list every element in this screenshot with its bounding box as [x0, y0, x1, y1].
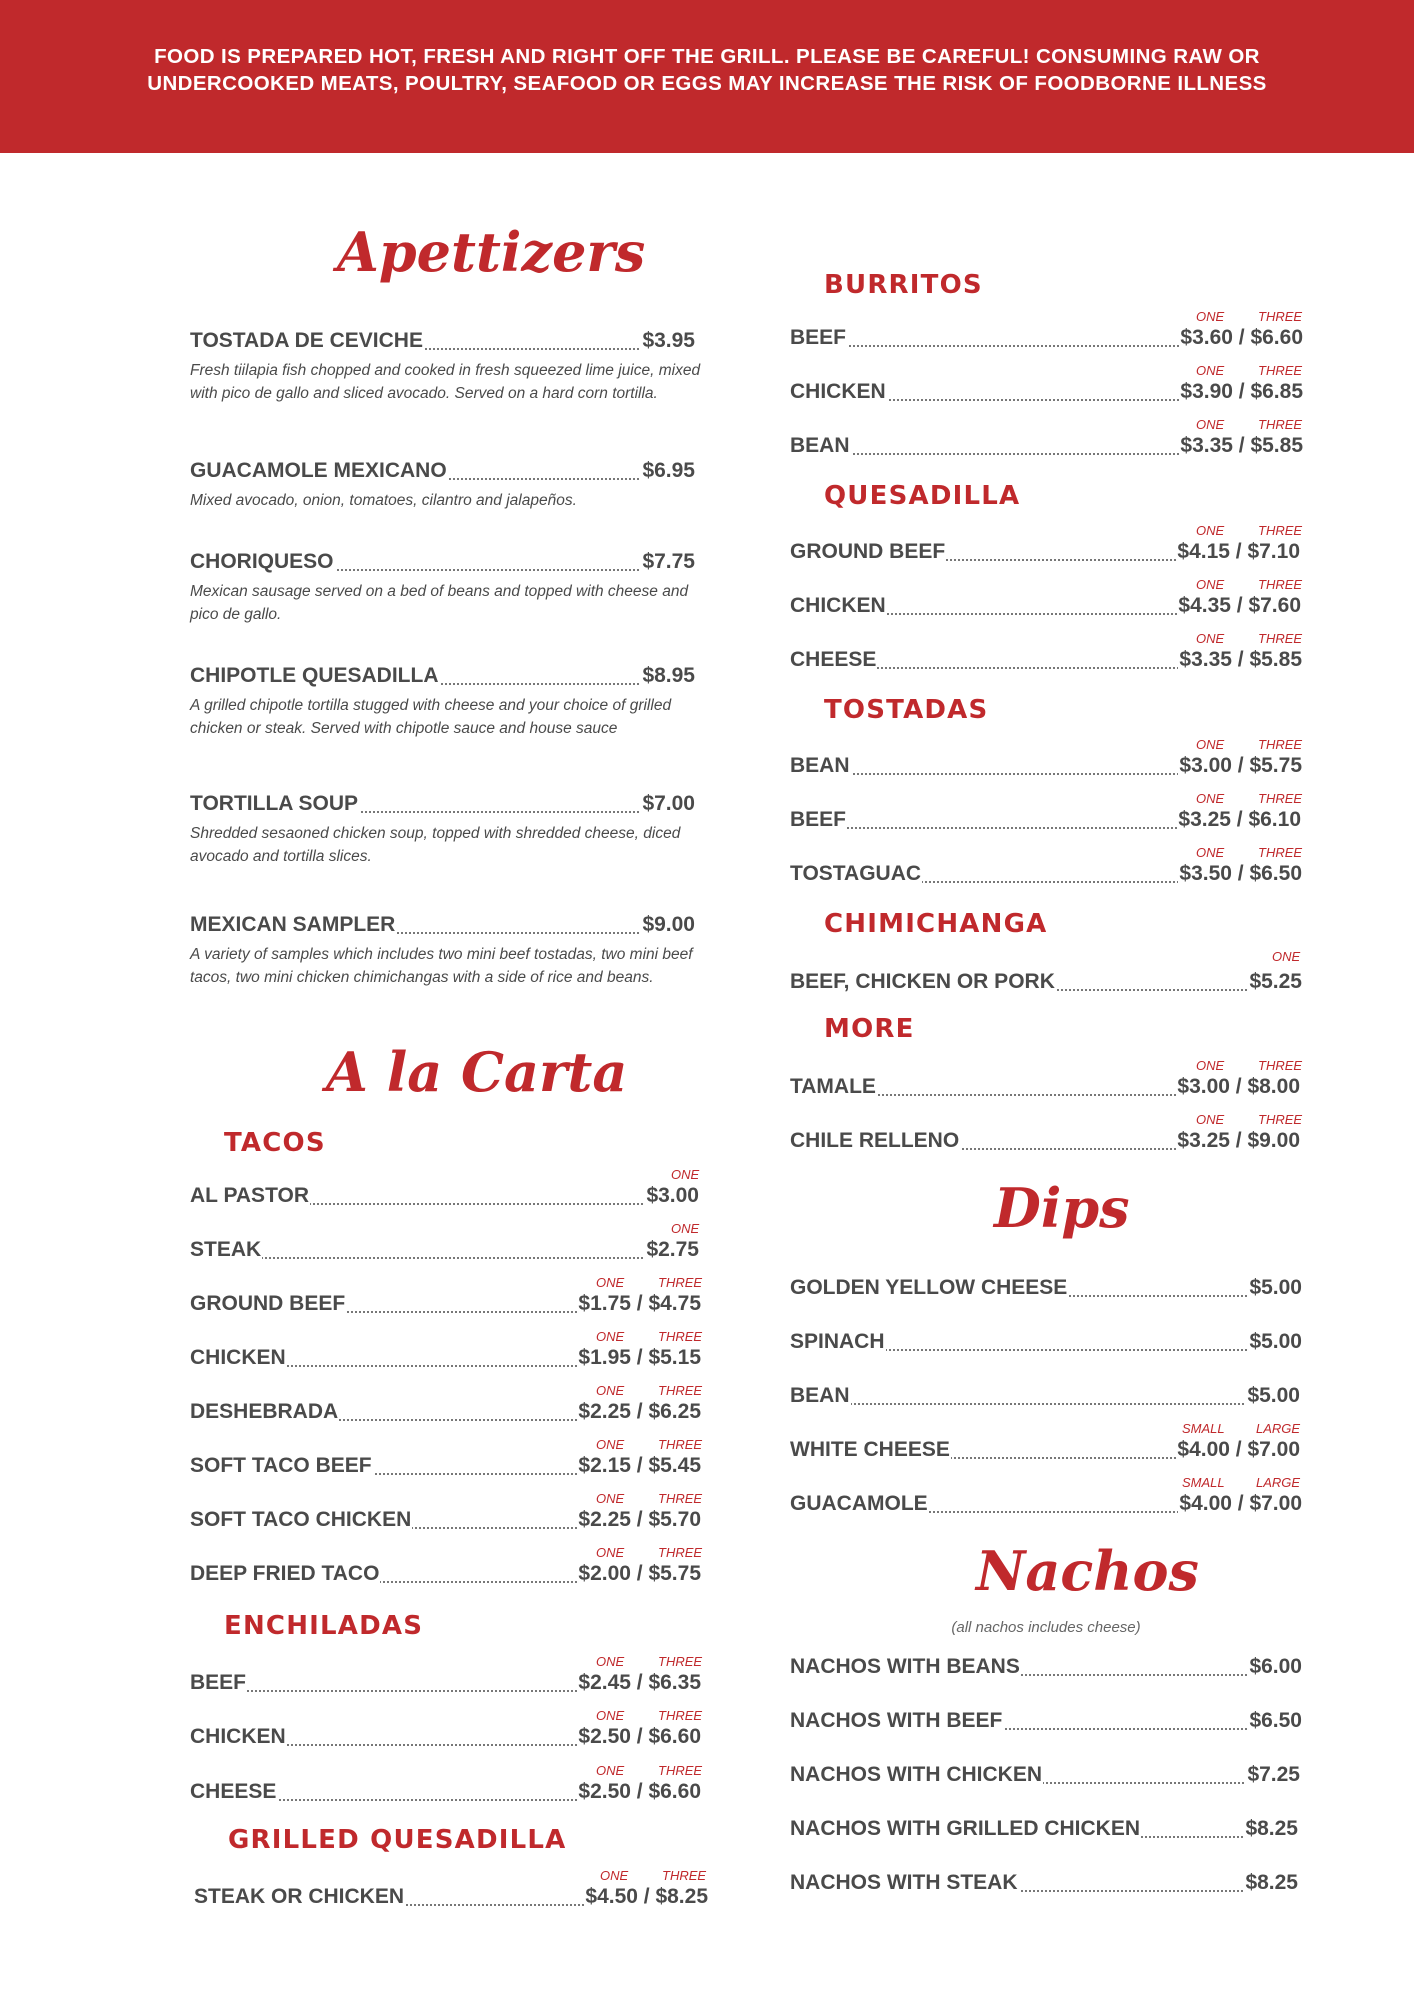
menu-item-guacamole-dip [790, 1485, 1302, 1517]
grilled-quesadilla-heading: GRILLED QUESADILLA [228, 1825, 567, 1855]
tacos-heading: TACOS [224, 1128, 326, 1158]
item-price: $7.25 [1247, 1763, 1300, 1786]
menu-item-steak-or-chicken [194, 1878, 708, 1910]
menu-item-enchilada-beef [190, 1664, 701, 1696]
item-name: NACHOS WITH BEEF [790, 1709, 1003, 1732]
menu-item-ground-beef [190, 1285, 701, 1317]
size-label-one: ONE [596, 1545, 625, 1560]
size-label-three: THREE [1258, 417, 1303, 432]
size-label-three: THREE [1258, 1058, 1303, 1073]
menu-item-soft-taco-chicken [190, 1501, 701, 1533]
item-name: DEEP FRIED TACO [190, 1562, 380, 1585]
enchiladas-heading: ENCHILADAS [224, 1611, 424, 1641]
menu-item-soft-taco-beef [190, 1447, 701, 1479]
size-label-one: ONE [600, 1868, 629, 1883]
item-price: $2.50 / $6.60 [578, 1725, 701, 1748]
size-label-large: LARGE [1256, 1421, 1301, 1436]
size-label-one: ONE [1196, 309, 1225, 324]
size-label-three: THREE [658, 1545, 703, 1560]
warning-banner [0, 0, 1414, 153]
item-price: $2.15 / $5.45 [578, 1454, 701, 1477]
menu-item-burrito-chicken [790, 373, 1303, 405]
leader-dots [190, 1257, 699, 1259]
size-label-three: THREE [1258, 631, 1303, 646]
menu-item-deep-fried-taco [190, 1555, 701, 1587]
menu-item-chipotle-quesadilla [190, 657, 695, 689]
item-name: TAMALE [790, 1075, 876, 1098]
size-label-one: ONE [596, 1654, 625, 1669]
item-price: $8.95 [642, 664, 695, 687]
item-price: $8.25 [1245, 1817, 1298, 1840]
warning-line-2: UNDERCOOKED MEATS, POULTRY, SEAFOOD OR EGGS MAY INCREASE THE RISK OF FOODBORNE ILLNESS [147, 72, 1267, 95]
item-price: $3.00 [646, 1184, 699, 1207]
size-label-one: ONE [1196, 1112, 1225, 1127]
size-label-one: ONE [1196, 417, 1225, 432]
item-price: $3.35 / $5.85 [1180, 434, 1303, 457]
item-name: STEAK OR CHICKEN [194, 1885, 405, 1908]
size-label-three: THREE [658, 1329, 703, 1344]
tostadas-heading: TOSTADAS [824, 695, 989, 725]
menu-item-nachos-with-grilled-chicken [790, 1810, 1298, 1842]
size-label-one: ONE [1196, 523, 1225, 538]
size-label-three: THREE [658, 1491, 703, 1506]
size-label-three: THREE [1258, 523, 1303, 538]
item-name: CHIPOTLE QUESADILLA [190, 664, 439, 687]
size-label-one: ONE [596, 1275, 625, 1290]
item-name: GROUND BEEF [790, 540, 946, 563]
menu-item-burrito-beef [790, 319, 1303, 351]
menu-item-nachos-with-beef [790, 1702, 1302, 1734]
item-name: NACHOS WITH CHICKEN [790, 1763, 1042, 1786]
item-name: DESHEBRADA [190, 1400, 339, 1423]
warning-line-1: FOOD IS PREPARED HOT, FRESH AND RIGHT OFF THE GRILL. PLEASE BE CAREFUL! CONSUMING RAW OR [154, 45, 1260, 68]
menu-item-tortilla-soup [190, 785, 695, 817]
size-label-one: ONE [596, 1329, 625, 1344]
size-label-three: THREE [658, 1708, 703, 1723]
menu-item-enchilada-cheese [190, 1773, 701, 1805]
size-label-large: LARGE [1256, 1475, 1301, 1490]
nachos-note: (all nachos includes cheese) [951, 1619, 1141, 1636]
size-label-one: ONE [1196, 845, 1225, 860]
item-name: GUACAMOLE [790, 1492, 928, 1515]
item-price: $7.75 [642, 550, 695, 573]
size-label-three: THREE [1258, 309, 1303, 324]
item-description: A grilled chipotle tortilla stugged with cheese and your choice of grilled chicken or steak. Served with chipotle sauce and house sauce [190, 697, 672, 737]
menu-item-guacamole-mexicano [190, 452, 695, 484]
item-price: $3.60 / $6.60 [1180, 326, 1303, 349]
menu-item-chicken-taco [190, 1339, 701, 1371]
size-label-three: THREE [1258, 363, 1303, 378]
size-label-small: SMALL [1182, 1475, 1225, 1490]
size-label-one: ONE [1196, 577, 1225, 592]
item-name: GUACAMOLE MEXICANO [190, 459, 447, 482]
menu-item-tamale [790, 1068, 1300, 1100]
menu-item-tostada-bean [790, 747, 1302, 779]
size-label-three: THREE [658, 1437, 703, 1452]
item-description: Shredded sesaoned chicken soup, topped with shredded cheese, diced avocado and tortilla slices. [190, 825, 681, 865]
item-price: $3.90 / $6.85 [1180, 380, 1303, 403]
size-label-one: ONE [1196, 791, 1225, 806]
size-label-three: THREE [1258, 845, 1303, 860]
item-price: $2.25 / $6.25 [578, 1400, 701, 1423]
item-name: SPINACH [790, 1330, 885, 1353]
item-name: TOSTADA DE CEVICHE [190, 329, 423, 352]
item-name: CHICKEN [190, 1346, 286, 1369]
size-label-three: THREE [658, 1763, 703, 1778]
menu-item-tostada-beef [790, 801, 1301, 833]
menu-item-nachos-with-beans [790, 1648, 1302, 1680]
menu-item-steak [190, 1231, 699, 1263]
item-price: $8.25 [1245, 1871, 1298, 1894]
item-name: NACHOS WITH STEAK [790, 1871, 1018, 1894]
size-label-one: ONE [596, 1383, 625, 1398]
item-price: $5.00 [1249, 1276, 1302, 1299]
size-label-one: ONE [671, 1221, 700, 1236]
a-la-carta-title: A la Carta [326, 1040, 628, 1104]
menu-item-dip-bean [790, 1377, 1300, 1409]
item-name: CHILE RELLENO [790, 1129, 960, 1152]
item-name: MEXICAN SAMPLER [190, 913, 396, 936]
item-name: NACHOS WITH BEANS [790, 1655, 1020, 1678]
item-price: $6.00 [1249, 1655, 1302, 1678]
item-price: $5.25 [1249, 970, 1302, 993]
menu-item-burrito-bean [790, 427, 1303, 459]
item-price: $2.50 / $6.60 [578, 1780, 701, 1803]
menu-item-nachos-with-steak [790, 1864, 1298, 1896]
menu-item-tostada-de-ceviche [190, 322, 695, 354]
size-label-one: ONE [596, 1437, 625, 1452]
item-description: Mixed avocado, onion, tomatoes, cilantro and jalapeños. [190, 492, 577, 509]
item-name: BEAN [790, 754, 850, 777]
item-name: TORTILLA SOUP [190, 792, 358, 815]
item-name: CHEESE [190, 1780, 277, 1803]
size-label-one: ONE [596, 1491, 625, 1506]
nachos-title: Nachos [976, 1539, 1199, 1603]
item-price: $6.95 [642, 459, 695, 482]
warning-text [0, 43, 1414, 97]
menu-item-spinach [790, 1323, 1302, 1355]
size-label-one: ONE [1196, 737, 1225, 752]
item-price: $2.25 / $5.70 [578, 1508, 701, 1531]
chimichanga-heading: CHIMICHANGA [824, 909, 1048, 939]
item-name: BEAN [790, 1384, 850, 1407]
item-price: $4.00 / $7.00 [1177, 1438, 1300, 1461]
menu-item-choriqueso [190, 543, 695, 575]
menu-item-white-cheese [790, 1431, 1300, 1463]
size-label-one: ONE [596, 1763, 625, 1778]
item-price: $4.00 / $7.00 [1179, 1492, 1302, 1515]
item-name: TOSTAGUAC [790, 862, 922, 885]
item-description: Mexican sausage served on a bed of beans and topped with cheese and pico de gallo. [190, 583, 689, 623]
dips-title: Dips [994, 1176, 1130, 1240]
item-price: $2.00 / $5.75 [578, 1562, 701, 1585]
item-price: $1.95 / $5.15 [578, 1346, 701, 1369]
item-name: CHICKEN [790, 594, 886, 617]
size-label-three: THREE [658, 1383, 703, 1398]
item-price: $4.15 / $7.10 [1177, 540, 1300, 563]
item-price: $9.00 [642, 913, 695, 936]
item-price: $4.50 / $8.25 [585, 1885, 708, 1908]
menu-item-deshebrada [190, 1393, 701, 1425]
item-name: WHITE CHEESE [790, 1438, 950, 1461]
size-label-one: ONE [596, 1708, 625, 1723]
more-heading: MORE [824, 1014, 915, 1044]
item-price: $3.35 / $5.85 [1179, 648, 1302, 671]
item-name: BEEF [790, 808, 847, 831]
item-name: GROUND BEEF [190, 1292, 346, 1315]
size-label-three: THREE [1258, 1112, 1303, 1127]
item-name: BEAN [790, 434, 850, 457]
appetizers-title: Apettizers [337, 220, 646, 284]
menu-item-mexican-sampler [190, 906, 695, 938]
size-label-small: SMALL [1182, 1421, 1225, 1436]
item-name: BEEF [190, 1671, 247, 1694]
size-label-three: THREE [1258, 737, 1303, 752]
item-description: Fresh tiilapia fish chopped and cooked in fresh squeezed lime juice, mixed with pico de gallo and sliced avocado. Served on a hard corn tortilla. [190, 362, 701, 402]
item-price: $1.75 / $4.75 [578, 1292, 701, 1315]
item-name: CHORIQUESO [190, 550, 334, 573]
size-label-three: THREE [658, 1275, 703, 1290]
item-name: BEEF, CHICKEN OR PORK [790, 970, 1055, 993]
item-price: $3.50 / $6.50 [1179, 862, 1302, 885]
size-label-one: ONE [1196, 363, 1225, 378]
item-price: $4.35 / $7.60 [1178, 594, 1301, 617]
item-price: $7.00 [642, 792, 695, 815]
menu-item-quesadilla-ground-beef [790, 533, 1300, 565]
item-name: SOFT TACO CHICKEN [190, 1508, 412, 1531]
menu-item-quesadilla-cheese [790, 641, 1302, 673]
menu-item-quesadilla-chicken [790, 587, 1301, 619]
leader-dots [790, 1403, 1300, 1405]
size-label-three: THREE [1258, 791, 1303, 806]
size-label-one: ONE [1196, 631, 1225, 646]
item-name: SOFT TACO BEEF [190, 1454, 372, 1477]
item-price: $6.50 [1249, 1709, 1302, 1732]
item-name: STEAK [190, 1238, 262, 1261]
size-label-three: THREE [662, 1868, 707, 1883]
item-price: $5.00 [1247, 1384, 1300, 1407]
menu-item-nachos-with-chicken [790, 1756, 1300, 1788]
item-name: NACHOS WITH GRILLED CHICKEN [790, 1817, 1140, 1840]
menu-item-golden-yellow-cheese [790, 1269, 1302, 1301]
item-name: CHICKEN [790, 380, 886, 403]
size-label-one: ONE [1196, 1058, 1225, 1073]
item-price: $3.25 / $6.10 [1178, 808, 1301, 831]
item-name: BEEF [790, 326, 847, 349]
burritos-heading: BURRITOS [824, 270, 983, 300]
item-name: AL PASTOR [190, 1184, 310, 1207]
size-label-one: ONE [671, 1167, 700, 1182]
menu-item-enchilada-chicken [190, 1718, 701, 1750]
quesadilla-heading: QUESADILLA [824, 481, 1021, 511]
item-name: GOLDEN YELLOW CHEESE [790, 1276, 1068, 1299]
size-label-one: ONE [1272, 949, 1301, 964]
menu-item-chile-relleno [790, 1122, 1300, 1154]
item-price: $2.75 [646, 1238, 699, 1261]
menu-item-al-pastor [190, 1177, 699, 1209]
item-price: $2.45 / $6.35 [578, 1671, 701, 1694]
menu-item-chimichanga [790, 963, 1302, 995]
item-price: $3.00 / $5.75 [1179, 754, 1302, 777]
item-name: CHEESE [790, 648, 877, 671]
item-name: CHICKEN [190, 1725, 286, 1748]
item-price: $3.25 / $9.00 [1177, 1129, 1300, 1152]
item-price: $3.95 [642, 329, 695, 352]
size-label-three: THREE [1258, 577, 1303, 592]
size-label-three: THREE [658, 1654, 703, 1669]
item-price: $5.00 [1249, 1330, 1302, 1353]
item-description: A variety of samples which includes two mini beef tostadas, two mini beef tacos, two mini chicken chimichangas with a side of rice and beans. [190, 946, 693, 986]
item-price: $3.00 / $8.00 [1177, 1075, 1300, 1098]
menu-item-tostaguac [790, 855, 1302, 887]
